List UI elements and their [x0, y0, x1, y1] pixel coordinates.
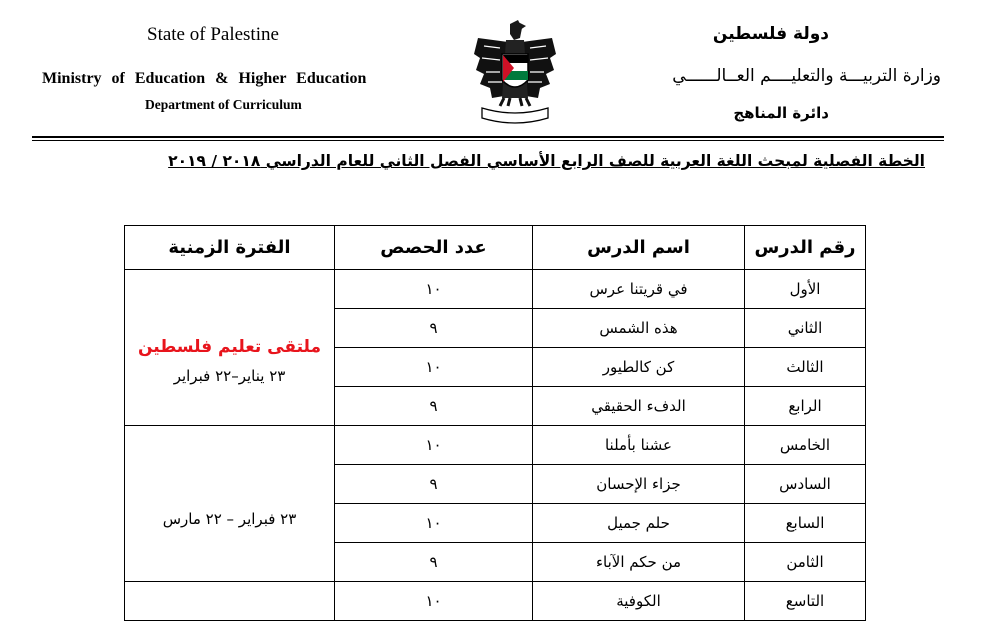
- time-period-cell: [125, 426, 335, 582]
- periods-count-cell: ١٠: [335, 426, 533, 465]
- arabic-header: [571, 0, 991, 130]
- periods-count-cell: ٩: [335, 543, 533, 582]
- lesson-number-cell: الخامس: [745, 426, 866, 465]
- lesson-name-cell: جزاء الإحسان: [533, 465, 745, 504]
- english-ministry-name: Ministry of Education & Higher Education: [42, 70, 367, 87]
- table-row: [125, 270, 866, 309]
- lesson-name-cell: هذه الشمس: [533, 309, 745, 348]
- lesson-number-cell: السادس: [745, 465, 866, 504]
- lesson-name-cell: الدفء الحقيقي: [533, 387, 745, 426]
- lesson-name-cell: من حكم الآباء: [533, 543, 745, 582]
- semester-plan-table: [124, 225, 866, 621]
- period-range: ٢٣ يناير–٢٢ فبراير: [173, 366, 286, 385]
- lesson-number-cell: الثامن: [745, 543, 866, 582]
- lesson-number-cell: الثاني: [745, 309, 866, 348]
- periods-count-cell: ١٠: [335, 270, 533, 309]
- eagle-emblem-icon: [470, 18, 560, 130]
- lesson-number-cell: الثالث: [745, 348, 866, 387]
- time-period-cell: [125, 270, 335, 426]
- table-row: [125, 582, 866, 621]
- table-header-row: [125, 226, 866, 270]
- periods-count-cell: ١٠: [335, 582, 533, 621]
- header-time-period: الفترة الزمنية: [125, 226, 335, 270]
- lesson-number-cell: التاسع: [745, 582, 866, 621]
- periods-count-cell: ٩: [335, 465, 533, 504]
- periods-count-cell: ١٠: [335, 348, 533, 387]
- periods-count-cell: ٩: [335, 387, 533, 426]
- header-lesson-number: رقم الدرس: [745, 226, 866, 270]
- english-state-name: State of Palestine: [147, 24, 279, 45]
- arabic-ministry-name: وزارة التربيـــة والتعليــــم العــالــــــي: [672, 66, 941, 86]
- lesson-name-cell: الكوفية: [533, 582, 745, 621]
- arabic-state-name: دولة فلسطين: [712, 24, 829, 44]
- header-lesson-name: اسم الدرس: [533, 226, 745, 270]
- header-divider-thin: [32, 140, 944, 141]
- palestinian-eagle-emblem: [470, 18, 560, 130]
- header-divider-thick: [32, 136, 944, 138]
- arabic-department-name: دائرة المناهج: [733, 104, 829, 122]
- header-periods-count: عدد الحصص: [335, 226, 533, 270]
- lesson-name-cell: حلم جميل: [533, 504, 745, 543]
- period-range: ٢٣ فبراير – ٢٢ مارس: [162, 509, 297, 528]
- periods-count-cell: ٩: [335, 309, 533, 348]
- period-note: ملتقى تعليم فلسطين: [137, 336, 322, 357]
- lesson-number-cell: الرابع: [745, 387, 866, 426]
- periods-count-cell: ١٠: [335, 504, 533, 543]
- lesson-name-cell: كن كالطيور: [533, 348, 745, 387]
- lesson-name-cell: في قريتنا عرس: [533, 270, 745, 309]
- lesson-number-cell: الأول: [745, 270, 866, 309]
- english-department-name: Department of Curriculum: [145, 97, 302, 112]
- table-row: [125, 426, 866, 465]
- document-title: الخطة الفصلية لمبحث اللغة العربية للصف الرابع الأساسي الفصل الثاني للعام الدراسي ٢٠١٨ / ٢٠١٩: [168, 152, 925, 170]
- time-period-cell: [125, 582, 335, 621]
- lesson-number-cell: السابع: [745, 504, 866, 543]
- english-header: [0, 0, 460, 130]
- lesson-name-cell: عشنا بأملنا: [533, 426, 745, 465]
